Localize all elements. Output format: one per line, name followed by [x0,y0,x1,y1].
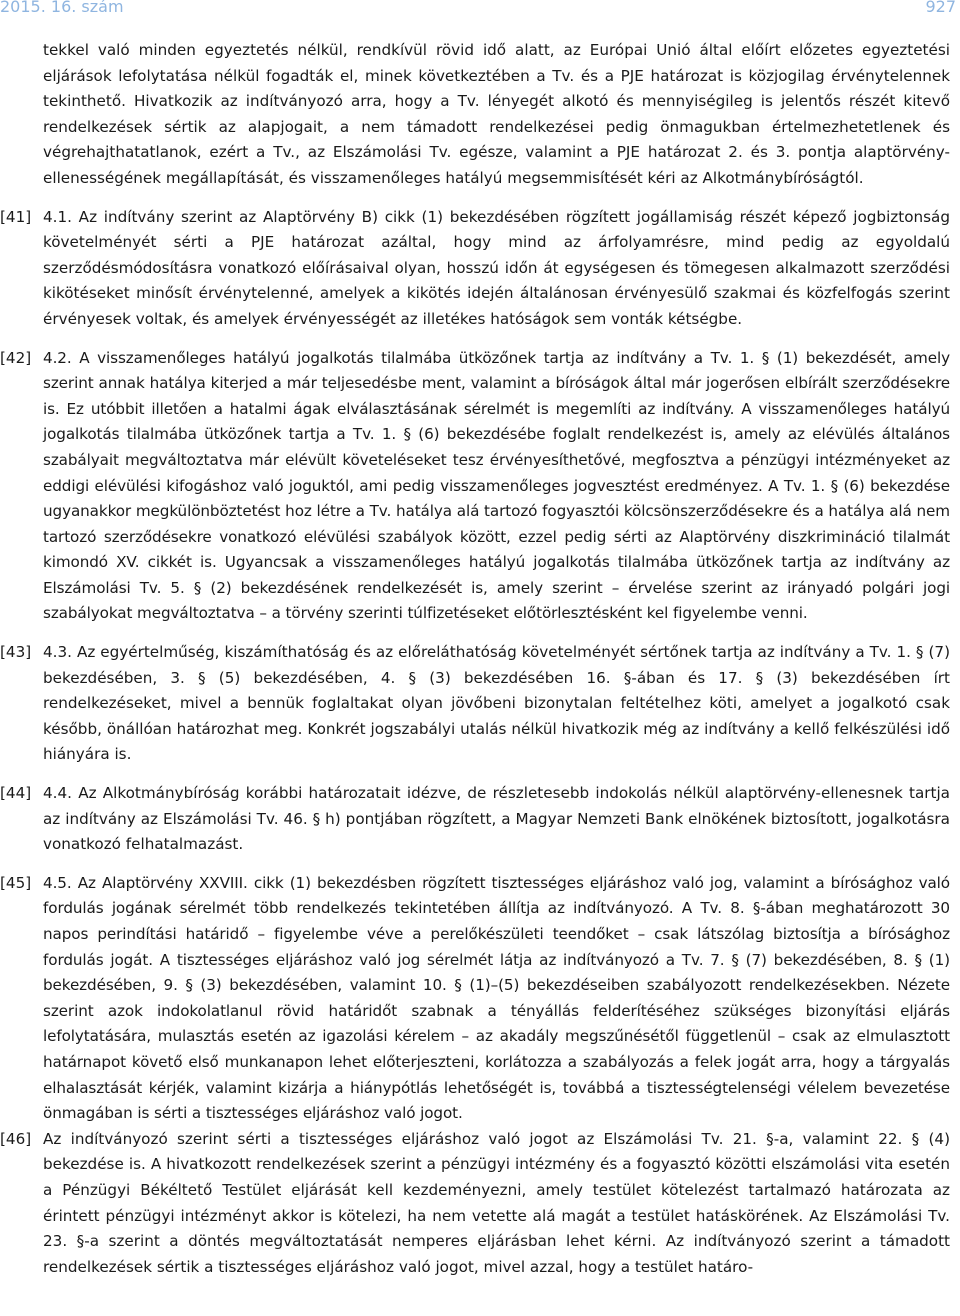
paragraph-number: [42] [0,348,32,367]
paragraph-text: 4.5. Az Alaptörvény XXVIII. cikk (1) bekezdésben rögzített tisztességes eljáráshoz való jog, valamint a bírósághoz való fordulás jogának sérelmét több rendelkezés tekintetében állítja az indítványozó. A Tv. 8. §-ában meghatározott 30 napos perindítási határidő – figyelembe véve a perelőkészületi teendőket – csak látszólag biztosítja a bírósághoz fordulás jogát. A tisztességes eljáráshoz való jog sérelmét látja az indítványozó a Tv. 7. § (7) bekezdésében, 8. § (1) bekezdésében, 9. § (3) bekezdésében, valamint 10. § (1)–(5) bekezdéseiben szabályozott rendelkezésekben. Nézete szerint azok indokolatlanul rövid határidőt szabnak a tényállás felderítéséhez szükséges bizonyítási eljárás lefolytatására, mulasztás esetén az igazolási kérelem – az akadály megszűnésétől függetlenül – csak az elmulasztott határnapot követő első munkanapon lehet előterjeszteni, korlátozza a szabályozás a felek jogát arra, hogy a tárgyalás elhalasztását kérjék, valamint kizárja a hiánypótlás lehetőségét is, továbbá a tisztességtelenségi vélelem bevezetése önmagában is sérti a tisztességes eljáráshoz való jogot. [43,873,950,1123]
page-header [0,0,960,18]
paragraph-number: [46] [0,1129,32,1148]
paragraph-continued [0,38,960,192]
paragraph-44 [0,781,960,858]
paragraph-number: [43] [0,643,32,662]
paragraph-41 [0,205,960,333]
paragraph-text: Az indítványozó szerint sérti a tisztességes eljáráshoz való jogot az Elszámolási Tv. 21. §-a, valamint 22. § (4) bekezdése is. A hivatkozott rendelkezések szerint a pénzügyi intézmény és a fogyasztó közötti elszámolási vita esetén a Pénzügyi Békéltető Testület eljárását kell kezdeményezni, amely testület kötelezést tartalmazó határozata az érintett pénzügyi intézményt akkor is kötelezi, ha nem vetette alá magát a testület hatáskörének. Az Elszámolási Tv. 23. §-a szerint a döntés megváltoztatását nemperes eljárásban lehet kérni. Az indítványozó szerint a támadott rendelkezések sértik a tisztességes eljáráshoz való jogot, mivel azzal, hogy a testület határo- [43,1129,950,1276]
paragraph-text: 4.4. Az Alkotmánybíróság korábbi határozatait idézve, de részletesebb indokolás nélkül alaptörvény-ellenesnek tartja az indítvány az Elszámolási Tv. 46. § h) pontjában rögzített, a Magyar Nemzeti Bank elnökének biztosított, jogalkotásra vonatkozó felhatalmazást. [43,784,950,854]
paragraph-text: 4.2. A visszamenőleges hatályú jogalkotás tilalmába ütközőnek tartja az indítvány a Tv. 1. § (1) bekezdését, amely szerint annak hatálya kiterjed a már teljesedésbe ment, valamint a bíróságok által már jogerősen elbírált szerződésekre is. Ez utóbbit illetően a hatalmi ágak elválasztásának sérelmét is megemlíti az indítvány. A visszamenőleges hatályú jogalkotás tilalmába ütközőnek tartja a Tv. 1. § (6) bekezdésébe foglalt rendelkezést is, amely az elévülés általános szabályait megváltoztatva már elévült követeléseket tesz érvényesíthetővé, megfosztva a pénzügyi intézményeket az eddigi elévülési kifogáshoz való joguktól, ami pedig visszamenőleges jogvesztést eredményez. A Tv. 1. § (6) bekezdése ugyanakkor megkülönböztetést hoz létre a Tv. hatálya alá tartozó fogyasztói kölcsönszerződésekre és a hatálya alá nem tartozó szerződésekre vonatkozó elévülési szabályok között, ezzel pedig sérti az Alaptörvény diszkrimináció tilalmát kimondó XV. cikkét is. Ugyancsak a visszamenőleges hatályú jogalkotás tilalmába ütközőnek tartja az indítvány az Elszámolási Tv. 5. § (2) bekezdésének rendelkezését is, amely szerint – érvelése szerint az irányadó polgári jogi szabályokat megváltoztatva – a törvény szerinti túlfizetéseket előtörlesztésként kel figyelembe venni. [43,348,950,623]
paragraph-43 [0,640,960,768]
issue-label: 2015. 16. szám [0,0,124,16]
document-body [0,38,960,1280]
paragraph-number: [44] [0,784,32,803]
page-number: 927 [925,0,956,16]
paragraph-text: tekkel való minden egyeztetés nélkül, rendkívül rövid idő alatt, az Európai Unió által előírt előzetes egyeztetési eljárások lefolytatása nélkül fogadták el, minek következtében a Tv. és a PJE határozat is közjogilag érvénytelennek tekinthető. Hivatkozik az indítványozó arra, hogy a Tv. lényegét alkotó és mennyiségileg is jelentős részét kitevő rendelkezések sértik az alapjogait, a nem támadott rendelkezései pedig önmagukban értelmezhetetlenek és végrehajthatatlanok, ezért a Tv., az Elszámolási Tv. egésze, valamint a PJE határozat 2. és 3. pontja alaptörvény-ellenességének megállapítását, és visszamenőleges hatályú megsemmisítését kéri az Alkotmánybíróságtól. [43,41,950,187]
paragraph-text: 4.3. Az egyértelműség, kiszámíthatóság és az előreláthatóság követelményét sértőnek tartja az indítvány a Tv. 1. § (7) bekezdésében, 3. § (5) bekezdésében, 4. § (3) bekezdésében 16. §-ában és 17. § (3) bekezdésében írt rendelkezéseket, mivel a bennük foglaltakat olyan jövőbeni bizonytalan feltételhez köti, amelyet a jogalkotó csak később, önállóan határozhat meg. Konkrét jogszabályi utalás nélkül hivatkozik még az indítvány a kellő felkészülési idő hiányára is. [43,643,950,764]
paragraph-text: 4.1. Az indítvány szerint az Alaptörvény B) cikk (1) bekezdésében rögzített jogállamiság részét képező jogbiztonság követelményét sérti a PJE határozat azáltal, hogy mind az árfolyamrésre, mind pedig az egyoldalú szerződésmódosításra vonatkozó előírásaival olyan, hosszú időn át egységesen és tömegesen alkalmazott szerződési kikötéseket minősít érvénytelenné, amelyek a kikötés idején általánosan érvényesülő szakmai és közfelfogás szerint érvényesek voltak, és amelyek érvényességét az illetékes hatóságok sem vonták kétségbe. [43,207,950,328]
paragraph-number: [41] [0,207,32,226]
paragraph-42 [0,346,960,628]
paragraph-45 [0,871,960,1127]
paragraph-number: [45] [0,873,32,892]
paragraph-46 [0,1127,960,1281]
